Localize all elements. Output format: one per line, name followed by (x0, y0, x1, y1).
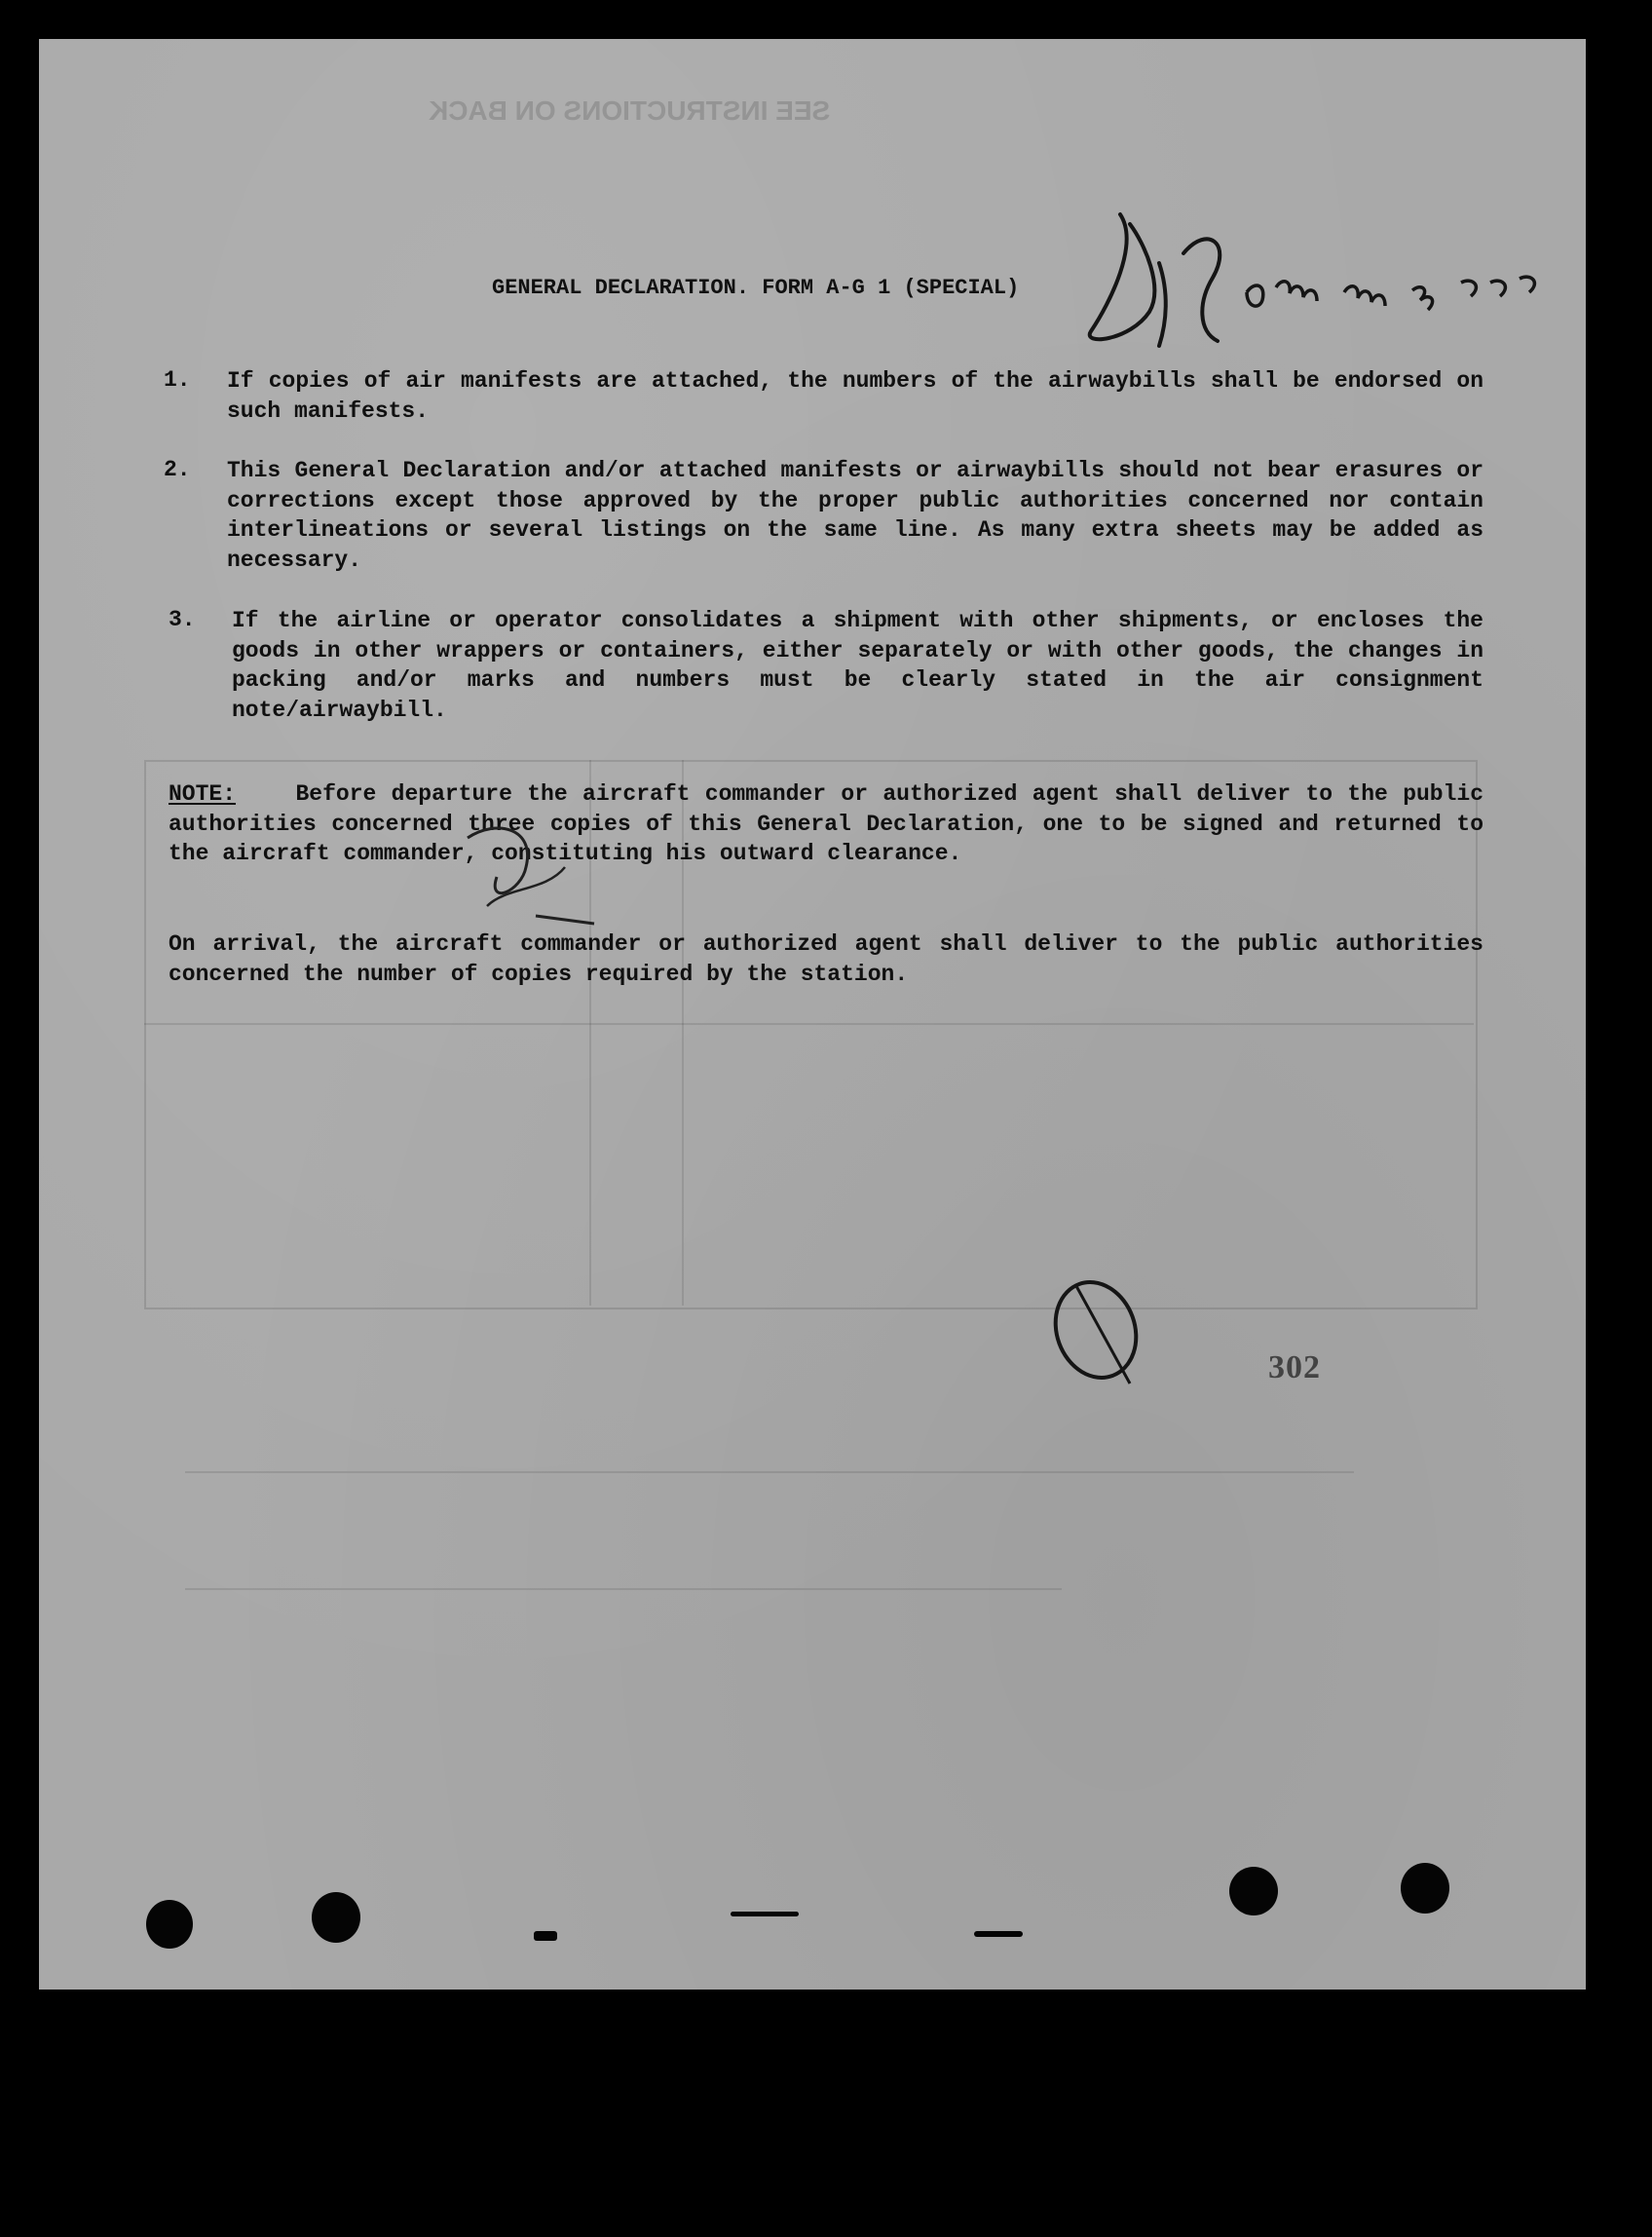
punch-hole (1401, 1863, 1449, 1914)
page-number: 302 (1268, 1349, 1321, 1385)
item-1-text: If copies of air manifests are attached, the numbers of the airwaybills shall be endorsed on such manifests. (227, 368, 1483, 424)
punch-hole (1229, 1867, 1278, 1915)
handwritten-mark (429, 799, 623, 945)
item-2-text: This General Declaration and/or attached manifests or airwaybills should not bear erasures or corrections except those approved by the proper public authorities concerned nor contain interlineations or several listings on the same line. As many extra sheets may be added as necessary. (227, 458, 1483, 573)
note-spacer (250, 781, 281, 807)
note-text: Before departure the aircraft commander or authorized agent shall deliver to the public authorities concerned three copies of this General Declaration, one to be signed and returned to the aircraft commander, constituting his outward clearance. (169, 781, 1484, 866)
bleed-through-header: SEE INSTRUCTIONS ON BACK (429, 95, 831, 126)
item-3-number: 3. (169, 607, 196, 632)
punch-hole (146, 1900, 193, 1949)
bleed-through-rule (185, 1471, 1354, 1473)
form-title: GENERAL DECLARATION. FORM A-G 1 (SPECIAL) (492, 276, 1020, 300)
handwritten-circle-mark (1023, 1257, 1169, 1403)
item-3-text: If the airline or operator consolidates a shipment with other shipments, or encloses the goods in other wrappers or containers, either separately or with other goods, the changes in packing and/or marks and numbers must be clearly stated in the air consignment note/airwaybill. (232, 608, 1483, 723)
arrival-paragraph: On arrival, the aircraft commander or authorized agent shall deliver to the public authorities concerned the number of copies required by the station. (169, 931, 1483, 987)
binding-mark (534, 1931, 557, 1941)
item-2-number: 2. (164, 457, 191, 482)
item-1-number: 1. (164, 367, 191, 393)
note-paragraph (169, 779, 1483, 869)
document-page (39, 39, 1586, 1990)
bleed-through-rule (185, 1588, 1062, 1590)
binding-mark (731, 1912, 799, 1916)
note-label: NOTE: (169, 781, 237, 807)
bleed-through-rule (144, 1023, 1474, 1025)
handwritten-signature (1052, 185, 1578, 360)
binding-mark (974, 1931, 1023, 1937)
punch-hole (312, 1892, 360, 1943)
